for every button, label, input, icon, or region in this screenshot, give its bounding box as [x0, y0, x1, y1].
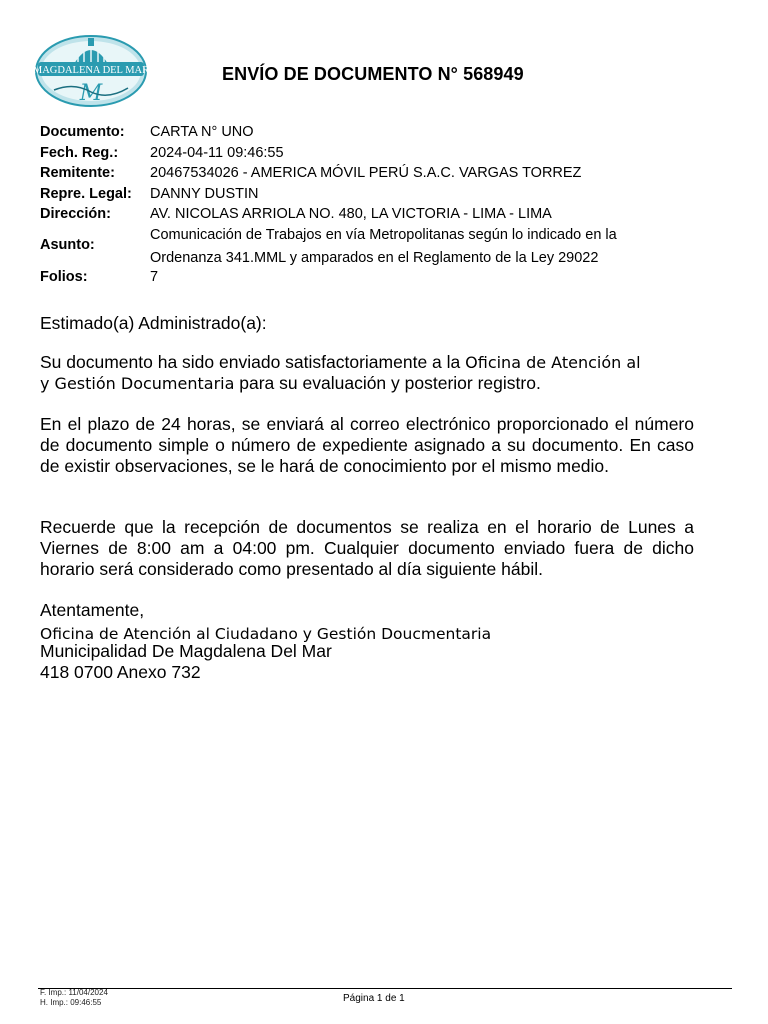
- page-number: Página 1 de 1: [343, 993, 405, 1004]
- p1-office-line-1: Oficina de Atención al: [465, 353, 641, 372]
- folios-label: Folios:: [40, 268, 88, 285]
- meta-row-repre: [40, 184, 617, 205]
- p1-office-line-2: y Gestión Documentaria: [40, 374, 235, 393]
- meta-row-fecha: [40, 143, 617, 164]
- direccion-value: AV. NICOLAS ARRIOLA NO. 480, LA VICTORIA - LIMA - LIMA: [150, 206, 552, 222]
- asunto-label: Asunto:: [40, 237, 95, 254]
- p1-text-a: Su documento ha sido enviado satisfactoriamente a la: [40, 352, 461, 372]
- magdalena-logo-emblem: [34, 34, 148, 108]
- remitente-label: Remitente:: [40, 165, 115, 181]
- meta-row-documento: [40, 122, 617, 143]
- asunto-line-1: Comunicación de Trabajos en vía Metropolitanas según lo indicado en la: [150, 226, 617, 243]
- svg-text:M: M: [79, 81, 103, 106]
- remitente-value: 20467534026 - AMERICA MÓVIL PERÚ S.A.C. VARGAS TORREZ: [150, 165, 582, 181]
- meta-row-folios: [40, 267, 617, 288]
- footer-rule: [38, 988, 732, 989]
- meta-row-asunto: [40, 225, 617, 267]
- closing: Atentamente,: [40, 600, 145, 620]
- asunto-value: [150, 224, 617, 270]
- fecha-value: 2024-04-11 09:46:55: [150, 144, 284, 161]
- document-title: ENVÍO DE DOCUMENTO N° 568949: [222, 64, 524, 84]
- print-date: F. Imp.: 11/04/2024: [40, 988, 108, 997]
- signature-municipality: Municipalidad De Magdalena Del Mar: [40, 641, 332, 661]
- direccion-label: Dirección:: [40, 206, 111, 222]
- meta-row-direccion: [40, 204, 617, 225]
- greeting: Estimado(a) Administrado(a):: [40, 313, 267, 333]
- signature-office: Oficina de Atención al Ciudadano y Gestión Doucmentaria: [40, 625, 492, 643]
- signature-phone: 418 0700 Anexo 732: [40, 662, 201, 682]
- document-metadata: [40, 122, 617, 287]
- folios-value: 7: [150, 268, 159, 285]
- documento-label: Documento:: [40, 124, 125, 140]
- fecha-label: Fech. Reg.:: [40, 144, 119, 161]
- print-info: [40, 988, 108, 1008]
- repre-value: DANNY DUSTIN: [150, 185, 259, 202]
- repre-label: Repre. Legal:: [40, 185, 132, 202]
- logo-text: MAGDALENA DEL MAR: [34, 65, 148, 76]
- meta-row-remitente: [40, 163, 617, 184]
- p1-text-b: para su evaluación y posterior registro.: [239, 373, 541, 393]
- print-time: H. Imp.: 09:46:55: [40, 998, 102, 1007]
- municipality-logo: [34, 34, 148, 108]
- paragraph-2: En el plazo de 24 horas, se enviará al correo electrónico proporcionado el número de documento simple o número de expediente asignado a su documento. En caso de existir observaciones, se le hará de conocimiento por el mismo medio.: [40, 414, 694, 476]
- documento-value: CARTA N° UNO: [150, 124, 254, 140]
- paragraph-3: Recuerde que la recepción de documentos se realiza en el horario de Lunes a Viernes de 8:00 am a 04:00 pm. Cualquier documento enviado fuera de dicho horario será considerado como presentado al día siguiente hábil.: [40, 517, 694, 579]
- paragraph-1: [40, 352, 694, 394]
- asunto-line-2: Ordenanza 341.MML y amparados en el Reglamento de la Ley 29022: [150, 249, 599, 266]
